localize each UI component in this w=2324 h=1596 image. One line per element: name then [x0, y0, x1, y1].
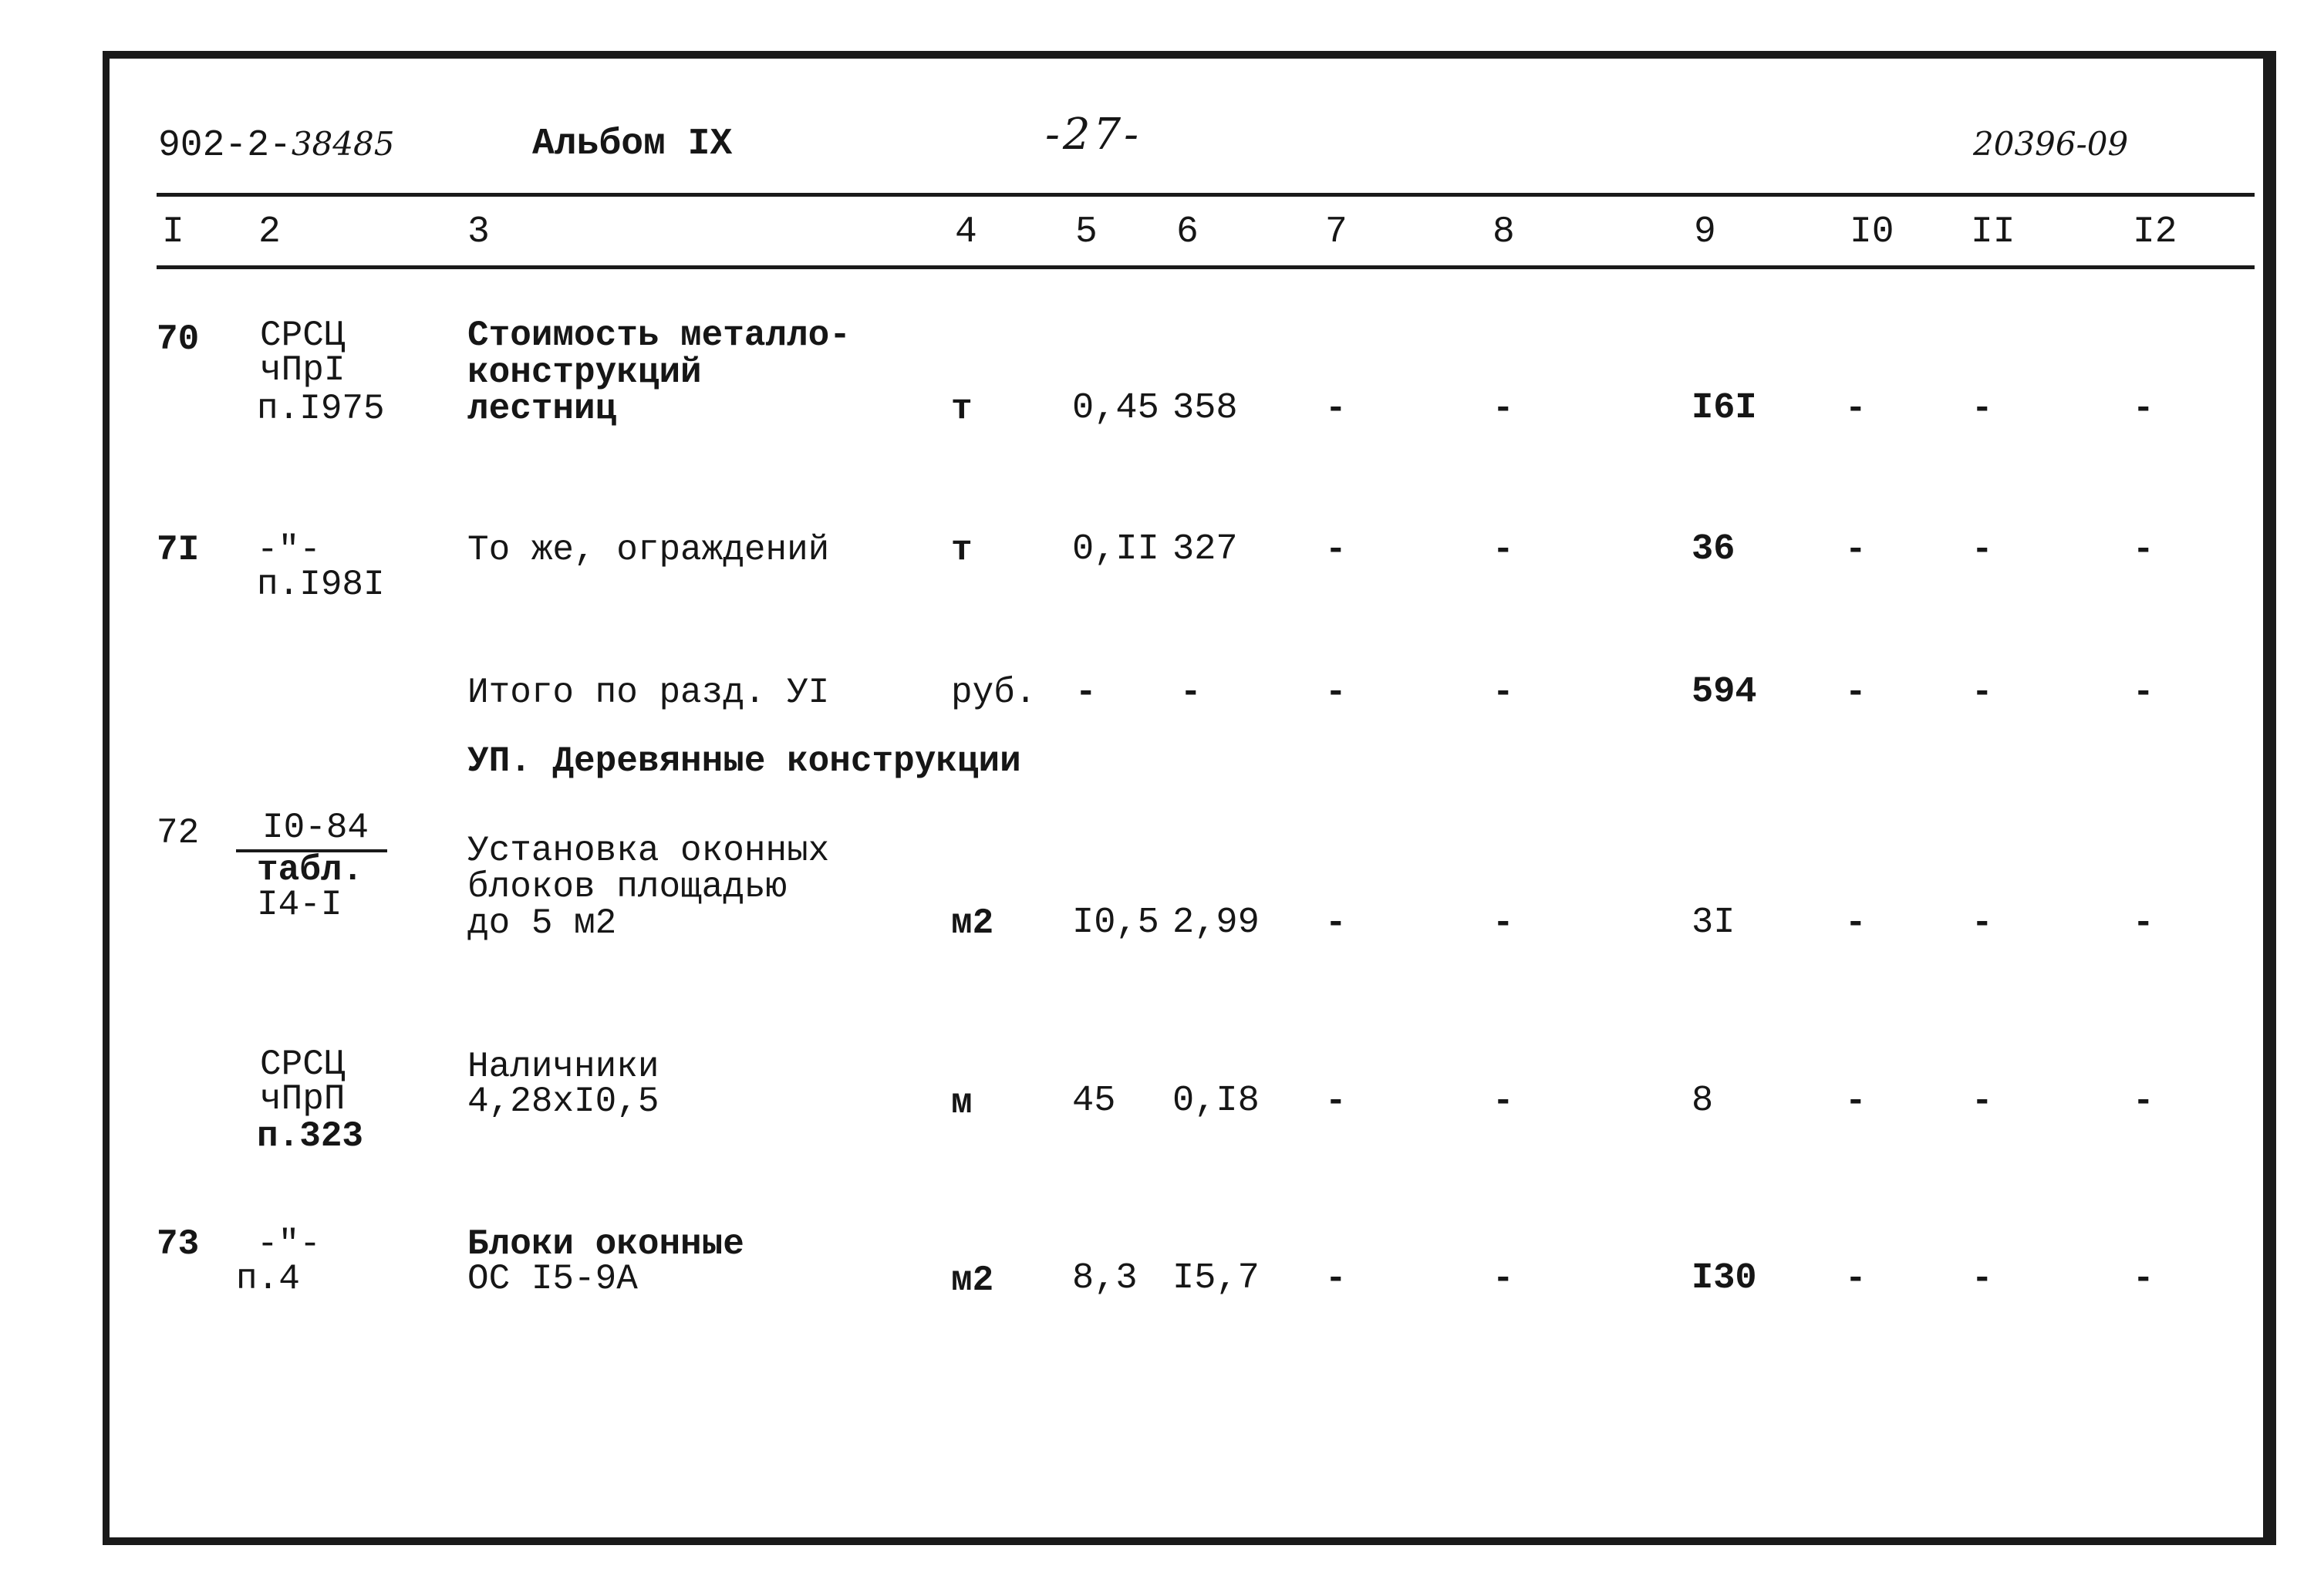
- quantity-cell: 0,45: [1072, 388, 1159, 429]
- reference-line: СРСЦ: [260, 1044, 346, 1085]
- price-cell: I5,7: [1172, 1258, 1260, 1299]
- item-name-line: Наличники: [467, 1047, 659, 1087]
- item-name-line: лестниц: [467, 389, 617, 429]
- col12-cell: -: [2133, 1259, 2154, 1299]
- frame-border-top: [103, 51, 2276, 59]
- reference-line: п.4: [236, 1259, 300, 1299]
- col-header-5: 5: [1075, 211, 1098, 253]
- total-cell: I30: [1692, 1258, 1757, 1299]
- col12-cell: -: [2133, 903, 2154, 943]
- quantity-cell: I0,5: [1072, 903, 1159, 943]
- reference-line: чПрI: [260, 350, 346, 390]
- price-cell: 327: [1172, 529, 1238, 570]
- inventory-number: 20396-09: [1973, 125, 2129, 163]
- doc-code-prefix: 902-2-: [158, 125, 292, 167]
- page-number: -27-: [1045, 110, 1142, 160]
- frame-border-left: [103, 51, 110, 1545]
- section-heading: УП. Деревянные конструкции: [467, 741, 1021, 781]
- col7-cell: -: [1325, 530, 1347, 570]
- col-header-9: 9: [1694, 211, 1716, 253]
- col11-cell: -: [1972, 389, 1993, 429]
- reference-line: табл.: [257, 850, 364, 890]
- price-cell: 0,I8: [1172, 1081, 1260, 1122]
- col10-cell: -: [1845, 389, 1867, 429]
- reference-line: п.I975: [257, 389, 385, 429]
- col10-cell: -: [1845, 673, 1867, 713]
- quantity-cell: 45: [1072, 1081, 1116, 1122]
- col7-cell: -: [1325, 389, 1347, 429]
- item-name-line: Стоимость металло-: [467, 315, 851, 356]
- col11-cell: -: [1972, 1259, 1993, 1299]
- album-label: Альбом IX: [532, 123, 733, 165]
- reference-line: п.I98I: [257, 565, 385, 605]
- total-cell: 36: [1692, 529, 1735, 570]
- col-header-8: 8: [1493, 211, 1515, 253]
- row-number: 73: [157, 1224, 200, 1264]
- doc-code: [158, 125, 394, 165]
- item-name-line: блоков площадью: [467, 867, 788, 907]
- header-rule-top: [157, 193, 2255, 197]
- reference-line: чПрП: [260, 1079, 346, 1119]
- unit-cell: руб.: [951, 673, 1037, 713]
- unit-cell: т: [951, 389, 973, 429]
- col8-cell: -: [1493, 673, 1514, 713]
- col8-cell: -: [1493, 530, 1514, 570]
- price-cell: 2,99: [1172, 903, 1260, 943]
- col-header-12: I2: [2133, 211, 2177, 253]
- unit-cell: т: [951, 530, 973, 570]
- col-header-4: 4: [955, 211, 977, 253]
- item-name-line: Установка оконных: [467, 831, 830, 871]
- col8-cell: -: [1493, 1081, 1514, 1122]
- quantity-cell: 0,II: [1072, 529, 1159, 570]
- col-header-7: 7: [1325, 211, 1348, 253]
- total-cell: 3I: [1692, 903, 1735, 943]
- reference-line: I4-I: [257, 885, 342, 925]
- price-cell: 358: [1172, 388, 1238, 429]
- col-header-3: 3: [467, 211, 490, 253]
- col-header-6: 6: [1176, 211, 1199, 253]
- col11-cell: -: [1972, 903, 1993, 943]
- col7-cell: -: [1325, 1259, 1347, 1299]
- col11-cell: -: [1972, 530, 1993, 570]
- col-header-10: I0: [1850, 211, 1894, 253]
- col11-cell: -: [1972, 673, 1993, 713]
- col10-cell: -: [1845, 1259, 1867, 1299]
- col8-cell: -: [1493, 389, 1514, 429]
- item-name-line: Блоки оконные: [467, 1224, 744, 1264]
- col7-cell: -: [1325, 673, 1347, 713]
- reference-line: -"-: [257, 1224, 321, 1264]
- item-name-line: конструкций: [467, 353, 702, 393]
- total-cell: I6I: [1692, 388, 1757, 429]
- quantity-cell: -: [1075, 673, 1097, 713]
- col8-cell: -: [1493, 1259, 1514, 1299]
- quantity-cell: 8,3: [1072, 1258, 1138, 1299]
- col12-cell: -: [2133, 530, 2154, 570]
- unit-cell: м: [951, 1083, 973, 1123]
- subtotal-label: Итого по разд. УI: [467, 673, 830, 713]
- col-header-2: 2: [258, 211, 281, 253]
- row-number: 7I: [157, 530, 200, 570]
- header-rule-bottom: [157, 265, 2255, 269]
- col7-cell: -: [1325, 1081, 1347, 1122]
- col11-cell: -: [1972, 1081, 1993, 1122]
- total-cell: 594: [1692, 672, 1757, 713]
- col-header-1: I: [162, 211, 184, 253]
- item-name-line: до 5 м2: [467, 903, 617, 943]
- reference-line: п.323: [257, 1116, 364, 1156]
- item-name-line: 4,28хI0,5: [467, 1081, 659, 1122]
- col10-cell: -: [1845, 1081, 1867, 1122]
- reference-line: -"-: [257, 530, 321, 570]
- frame-border-bottom: [103, 1537, 2276, 1545]
- col12-cell: -: [2133, 389, 2154, 429]
- col-header-11: II: [1971, 211, 2015, 253]
- total-cell: 8: [1692, 1081, 1714, 1122]
- row-number: 70: [157, 319, 200, 359]
- item-name-line: То же, ограждений: [467, 530, 830, 570]
- unit-cell: м2: [951, 1260, 994, 1301]
- unit-cell: м2: [951, 903, 994, 943]
- col10-cell: -: [1845, 530, 1867, 570]
- price-cell: -: [1180, 673, 1202, 713]
- col12-cell: -: [2133, 1081, 2154, 1122]
- reference-line: I0-84: [236, 808, 387, 852]
- col8-cell: -: [1493, 903, 1514, 943]
- frame-border-right: [2263, 51, 2276, 1545]
- doc-code-handwritten: 38485: [291, 125, 395, 163]
- col7-cell: -: [1325, 903, 1347, 943]
- col10-cell: -: [1845, 903, 1867, 943]
- col12-cell: -: [2133, 673, 2154, 713]
- reference-line: СРСЦ: [260, 315, 346, 356]
- item-name-line: ОС I5-9А: [467, 1259, 638, 1299]
- row-number: 72: [157, 813, 200, 853]
